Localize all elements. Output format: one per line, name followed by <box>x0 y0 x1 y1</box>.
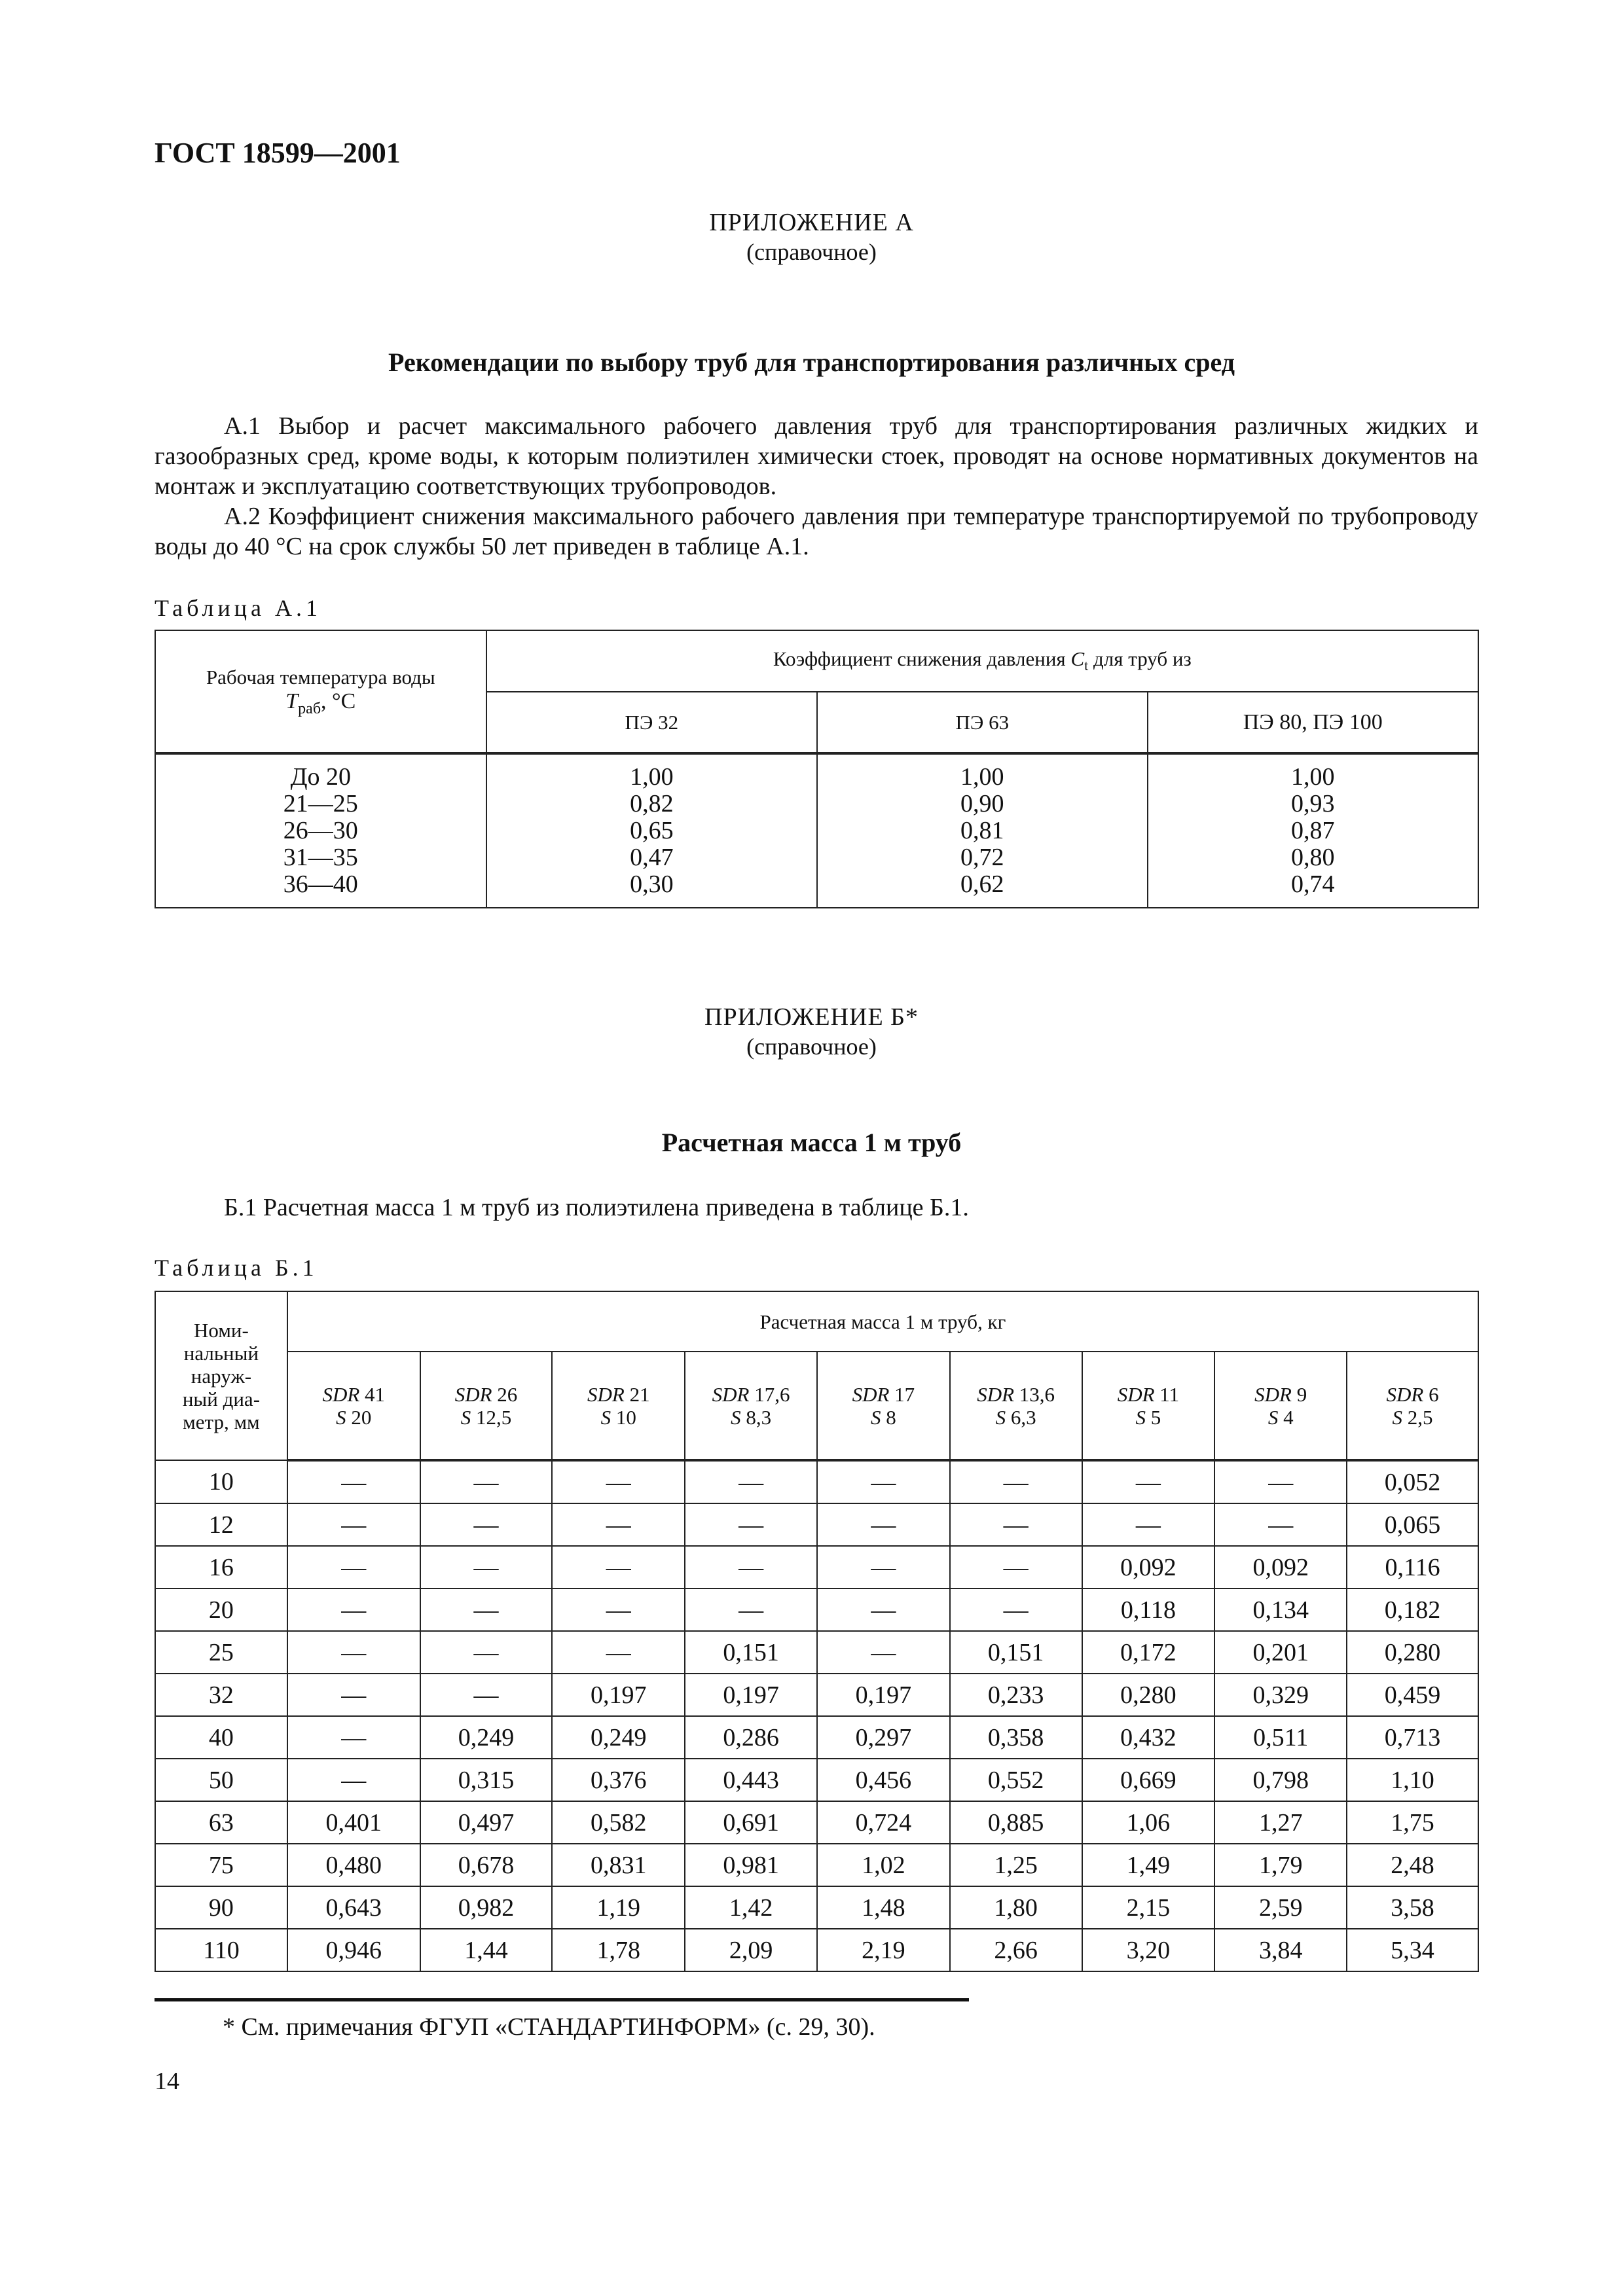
mass-cell: — <box>287 1674 420 1716</box>
mass-cell: — <box>420 1503 553 1546</box>
table-row <box>155 1844 1478 1886</box>
mass-cell: 0,981 <box>685 1844 817 1886</box>
mass-cell: 0,249 <box>552 1716 685 1759</box>
mass-cell: 0,151 <box>950 1631 1082 1674</box>
mass-cell: 0,582 <box>552 1801 685 1844</box>
group-header-suffix: для труб из <box>1088 647 1192 671</box>
s-label: S 5 <box>1135 1405 1161 1429</box>
sdr-label: SDR 17,6 <box>712 1382 790 1406</box>
table-b1-body <box>155 1460 1478 1971</box>
s-label: S 4 <box>1267 1405 1294 1429</box>
table-b1-col-sdr-1 <box>287 1352 420 1460</box>
appendix-a-heading: Рекомендации по выбору труб для транспортирования различных сред <box>388 348 1235 377</box>
mass-cell: 0,713 <box>1347 1716 1478 1759</box>
s-label: S 12,5 <box>460 1405 512 1429</box>
mass-cell: — <box>552 1631 685 1674</box>
mass-cell: — <box>287 1716 420 1759</box>
mass-cell: 0,118 <box>1082 1588 1215 1631</box>
mass-cell: 5,34 <box>1347 1929 1478 1971</box>
mass-cell: 0,280 <box>1082 1674 1215 1716</box>
mass-cell: — <box>950 1460 1082 1503</box>
mass-cell: 3,58 <box>1347 1886 1478 1929</box>
table-row <box>155 1759 1478 1801</box>
table-a1-col-pe32: ПЭ 32 <box>486 692 817 753</box>
temp-symbol: T <box>285 689 299 713</box>
table-a1-caption: Таблица А.1 <box>155 595 321 621</box>
diameter-cell: 25 <box>155 1631 287 1674</box>
mass-cell: 0,197 <box>552 1674 685 1716</box>
mass-cell: — <box>287 1546 420 1588</box>
table-b1-col-sdr-4 <box>685 1352 817 1460</box>
mass-cell: 0,552 <box>950 1759 1082 1801</box>
mass-cell: 0,401 <box>287 1801 420 1844</box>
mass-cell: 0,233 <box>950 1674 1082 1716</box>
table-row <box>155 1801 1478 1844</box>
mass-cell: 0,249 <box>420 1716 553 1759</box>
table-b1-col-sdr-5 <box>817 1352 950 1460</box>
table-row <box>155 1929 1478 1971</box>
mass-cell: 0,197 <box>817 1674 950 1716</box>
table-b1-col-sdr-3 <box>552 1352 685 1460</box>
diameter-cell: 10 <box>155 1460 287 1503</box>
appendix-b-subtitle: (справочное) <box>746 1033 877 1060</box>
mass-cell: 0,480 <box>287 1844 420 1886</box>
mass-cell: 0,151 <box>685 1631 817 1674</box>
mass-cell: 0,065 <box>1347 1503 1478 1546</box>
mass-cell: — <box>420 1460 553 1503</box>
table-row <box>155 1631 1478 1674</box>
mass-cell: 1,27 <box>1214 1801 1347 1844</box>
table-a1-header-row <box>155 630 1478 692</box>
mass-cell: — <box>685 1546 817 1588</box>
mass-cell: 0,669 <box>1082 1759 1215 1801</box>
mass-cell: — <box>950 1503 1082 1546</box>
mass-cell: 0,982 <box>420 1886 553 1929</box>
mass-cell: — <box>420 1588 553 1631</box>
mass-cell: 1,42 <box>685 1886 817 1929</box>
mass-cell: 1,78 <box>552 1929 685 1971</box>
table-row <box>155 1674 1478 1716</box>
table-b1-col-sdr-2 <box>420 1352 553 1460</box>
sdr-label: SDR 21 <box>587 1382 650 1406</box>
diameter-cell: 50 <box>155 1759 287 1801</box>
mass-cell: 0,116 <box>1347 1546 1478 1588</box>
mass-cell: 1,49 <box>1082 1844 1215 1886</box>
mass-cell: 0,885 <box>950 1801 1082 1844</box>
table-row <box>155 1546 1478 1588</box>
paragraph-b1: Б.1 Расчетная масса 1 м труб из полиэтилена приведена в таблице Б.1. <box>224 1194 969 1221</box>
mass-cell: — <box>817 1460 950 1503</box>
mass-cell: 0,456 <box>817 1759 950 1801</box>
sdr-label: SDR 6 <box>1386 1382 1439 1406</box>
mass-cell: 0,134 <box>1214 1588 1347 1631</box>
mass-cell: 0,946 <box>287 1929 420 1971</box>
table-row <box>155 1588 1478 1631</box>
paragraph-a1: А.1 Выбор и расчет максимального рабочего давления труб для транспортирования различных жидких и газообразных сред, кроме воды, к которым полиэтилен химически стоек, проводят на основе нормативных документов на монтаж и эксплуатацию соответствующих трубопроводов. <box>155 412 1478 500</box>
mass-cell: 0,643 <box>287 1886 420 1929</box>
mass-cell: 1,10 <box>1347 1759 1478 1801</box>
table-a1-pe80-values: 1,00 0,93 0,87 0,80 0,74 <box>1148 753 1478 908</box>
group-header-prefix: Коэффициент снижения давления <box>773 647 1071 671</box>
mass-cell: — <box>685 1460 817 1503</box>
table-row <box>155 1503 1478 1546</box>
table-b1-col-sdr-6 <box>950 1352 1082 1460</box>
s-label: S 8,3 <box>731 1405 772 1429</box>
mass-cell: 0,798 <box>1214 1759 1347 1801</box>
diameter-cell: 32 <box>155 1674 287 1716</box>
table-a1-col-pe80-pe100: ПЭ 80, ПЭ 100 <box>1148 692 1478 753</box>
temp-header-line2 <box>156 689 486 718</box>
mass-cell: 0,092 <box>1082 1546 1215 1588</box>
sdr-label: SDR 11 <box>1117 1382 1180 1406</box>
appendix-a-subtitle: (справочное) <box>746 239 877 265</box>
diameter-cell: 40 <box>155 1716 287 1759</box>
mass-cell: 2,19 <box>817 1929 950 1971</box>
footnote: * См. примечания ФГУП «СТАНДАРТИНФОРМ» (с. 29, 30). <box>223 2013 875 2041</box>
diameter-cell: 12 <box>155 1503 287 1546</box>
mass-cell: — <box>950 1546 1082 1588</box>
mass-cell: — <box>287 1759 420 1801</box>
s-label: S 20 <box>336 1405 372 1429</box>
mass-cell: — <box>420 1674 553 1716</box>
table-row <box>155 1716 1478 1759</box>
mass-cell: 0,172 <box>1082 1631 1215 1674</box>
mass-cell: — <box>817 1546 950 1588</box>
mass-cell: — <box>552 1588 685 1631</box>
mass-cell: 0,432 <box>1082 1716 1215 1759</box>
mass-cell: — <box>552 1460 685 1503</box>
mass-cell: 1,19 <box>552 1886 685 1929</box>
mass-cell: 0,182 <box>1347 1588 1478 1631</box>
appendix-a-paragraphs <box>155 411 1478 562</box>
mass-cell: — <box>287 1460 420 1503</box>
table-b1-col-sdr-8 <box>1214 1352 1347 1460</box>
mass-cell: — <box>420 1631 553 1674</box>
mass-cell: — <box>685 1588 817 1631</box>
table-b1-header-row <box>155 1291 1478 1352</box>
mass-cell: 2,66 <box>950 1929 1082 1971</box>
mass-cell: 1,06 <box>1082 1801 1215 1844</box>
document-code: ГОСТ 18599—2001 <box>155 137 401 169</box>
mass-cell: 0,092 <box>1214 1546 1347 1588</box>
sdr-label: SDR 13,6 <box>977 1382 1055 1406</box>
mass-cell: 0,831 <box>552 1844 685 1886</box>
mass-cell: 1,80 <box>950 1886 1082 1929</box>
mass-cell: — <box>1214 1460 1347 1503</box>
mass-cell: 1,44 <box>420 1929 553 1971</box>
paragraph-a2: А.2 Коэффициент снижения максимального рабочего давления при температуре транспортируемой по трубопроводу воды до 40 °С на срок службы 50 лет приведен в таблице А.1. <box>155 503 1478 560</box>
mass-cell: 1,75 <box>1347 1801 1478 1844</box>
mass-cell: — <box>1214 1503 1347 1546</box>
mass-cell: — <box>287 1503 420 1546</box>
table-a1-col-pe63: ПЭ 63 <box>817 692 1147 753</box>
mass-cell: 2,09 <box>685 1929 817 1971</box>
footnote-rule <box>155 1998 969 2001</box>
mass-cell: 0,197 <box>685 1674 817 1716</box>
mass-cell: — <box>287 1631 420 1674</box>
mass-cell: 2,59 <box>1214 1886 1347 1929</box>
mass-cell: — <box>685 1503 817 1546</box>
page-number: 14 <box>155 2068 179 2095</box>
table-row <box>155 1886 1478 1929</box>
table-a1-temperatures: До 20 21—25 26—30 31—35 36—40 <box>155 753 486 908</box>
mass-cell: 3,84 <box>1214 1929 1347 1971</box>
table-b1-col-diameter: Номи- нальный наруж- ный диа- метр, мм <box>155 1291 287 1460</box>
s-label: S 10 <box>600 1405 636 1429</box>
mass-cell: 0,315 <box>420 1759 553 1801</box>
diameter-cell: 20 <box>155 1588 287 1631</box>
mass-cell: 0,691 <box>685 1801 817 1844</box>
sdr-label: SDR 9 <box>1254 1382 1307 1406</box>
table-row <box>155 1460 1478 1503</box>
table-b1-col-sdr-7 <box>1082 1352 1215 1460</box>
diameter-cell: 63 <box>155 1801 287 1844</box>
sdr-label: SDR 26 <box>454 1382 518 1406</box>
diameter-cell: 90 <box>155 1886 287 1929</box>
mass-cell: 0,376 <box>552 1759 685 1801</box>
coef-subscript: t <box>1084 657 1089 674</box>
sdr-label: SDR 17 <box>852 1382 915 1406</box>
coef-symbol: C <box>1070 647 1085 671</box>
mass-cell: 1,48 <box>817 1886 950 1929</box>
mass-cell: 0,201 <box>1214 1631 1347 1674</box>
mass-cell: — <box>1082 1503 1215 1546</box>
table-a1-body-row <box>155 753 1478 908</box>
mass-cell: 0,497 <box>420 1801 553 1844</box>
mass-cell: — <box>817 1631 950 1674</box>
table-b1-col-sdr-9 <box>1347 1352 1478 1460</box>
temp-subscript: раб <box>298 700 321 717</box>
sdr-label: SDR 41 <box>322 1382 386 1406</box>
mass-cell: 0,286 <box>685 1716 817 1759</box>
appendix-b-heading: Расчетная масса 1 м труб <box>661 1128 962 1157</box>
mass-cell: 0,329 <box>1214 1674 1347 1716</box>
mass-cell: 0,678 <box>420 1844 553 1886</box>
mass-cell: 2,15 <box>1082 1886 1215 1929</box>
table-a1-col-temperature <box>155 630 486 753</box>
mass-cell: 1,25 <box>950 1844 1082 1886</box>
mass-cell: 0,511 <box>1214 1716 1347 1759</box>
appendix-a-title: ПРИЛОЖЕНИЕ А <box>709 209 914 236</box>
mass-cell: 0,724 <box>817 1801 950 1844</box>
mass-cell: 3,20 <box>1082 1929 1215 1971</box>
table-b1 <box>155 1291 1479 1972</box>
s-label: S 6,3 <box>995 1405 1036 1429</box>
appendix-b-title: ПРИЛОЖЕНИЕ Б* <box>704 1003 919 1031</box>
mass-cell: — <box>552 1503 685 1546</box>
mass-cell: 0,358 <box>950 1716 1082 1759</box>
table-a1-group-header <box>486 630 1478 692</box>
mass-cell: 0,459 <box>1347 1674 1478 1716</box>
mass-cell: 1,79 <box>1214 1844 1347 1886</box>
diameter-cell: 110 <box>155 1929 287 1971</box>
s-label: S 2,5 <box>1392 1405 1433 1429</box>
diameter-cell: 75 <box>155 1844 287 1886</box>
table-b1-sdr-row <box>155 1352 1478 1460</box>
mass-cell: — <box>287 1588 420 1631</box>
mass-cell: — <box>420 1546 553 1588</box>
s-label: S 8 <box>870 1405 896 1429</box>
temp-header-line1: Рабочая температура воды <box>206 665 435 689</box>
mass-cell: 0,297 <box>817 1716 950 1759</box>
mass-cell: 0,052 <box>1347 1460 1478 1503</box>
table-a1-pe32-values: 1,00 0,82 0,65 0,47 0,30 <box>486 753 817 908</box>
diameter-cell: 16 <box>155 1546 287 1588</box>
mass-cell: 0,443 <box>685 1759 817 1801</box>
mass-cell: — <box>817 1503 950 1546</box>
mass-cell: 1,02 <box>817 1844 950 1886</box>
table-a1 <box>155 630 1479 908</box>
temp-unit: , °С <box>321 689 356 713</box>
table-a1-pe63-values: 1,00 0,90 0,81 0,72 0,62 <box>817 753 1147 908</box>
mass-cell: — <box>1082 1460 1215 1503</box>
mass-cell: 0,280 <box>1347 1631 1478 1674</box>
mass-cell: 2,48 <box>1347 1844 1478 1886</box>
mass-cell: — <box>817 1588 950 1631</box>
table-b1-caption: Таблица Б.1 <box>155 1255 318 1281</box>
mass-cell: — <box>950 1588 1082 1631</box>
table-b1-group-header: Расчетная масса 1 м труб, кг <box>287 1291 1478 1352</box>
mass-cell: — <box>552 1546 685 1588</box>
